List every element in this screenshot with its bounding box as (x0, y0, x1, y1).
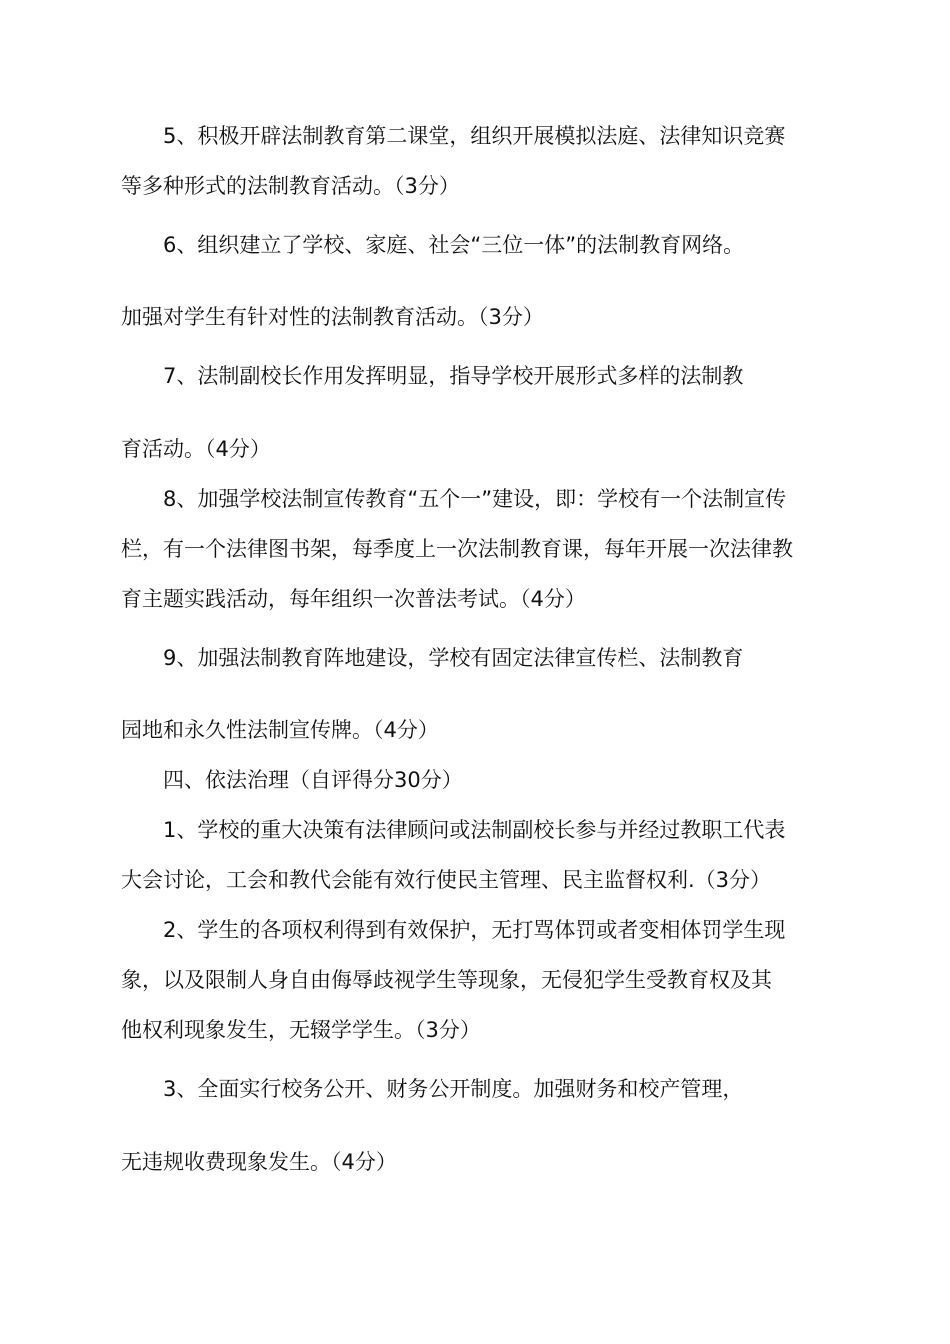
text-line: 7、法制副校长作用发挥明显，指导学校开展形式多样的法制教 (163, 364, 744, 388)
text-line: 育活动。（4分） (121, 437, 271, 461)
text-line: 象，以及限制人身自由侮辱歧视学生等现象，无侵犯学生受教育权及其 (121, 968, 772, 992)
text-line: 2、学生的各项权利得到有效保护，无打骂体罚或者变相体罚学生现 (163, 918, 786, 942)
text-line: 园地和永久性法制宣传牌。（4分） (121, 718, 439, 742)
text-line: 6、组织建立了学校、家庭、社会“三位一体”的法制教育网络。 (163, 233, 745, 257)
text-line: 育主题实践活动，每年组织一次普法考试。（4分） (121, 587, 586, 611)
text-line: 9、加强法制教育阵地建设，学校有固定法律宣传栏、法制教育 (163, 646, 744, 670)
text-line: 3、全面实行校务公开、财务公开制度。加强财务和校产管理， (163, 1077, 744, 1101)
text-line: 5、积极开辟法制教育第二课堂，组织开展模拟法庭、法律知识竞赛 (163, 124, 786, 148)
text-line: 加强对学生有针对性的法制教育活动。（3分） (121, 305, 544, 329)
text-line: 无违规收费现象发生。（4分） (121, 1150, 397, 1174)
text-line: 1、学校的重大决策有法律顾问或法制副校长参与并经过教职工代表 (163, 818, 786, 842)
text-line: 栏，有一个法律图书架，每季度上一次法制教育课，每年开展一次法律教 (121, 537, 793, 561)
text-line: 他权利现象发生，无辍学学生。（3分） (121, 1018, 481, 1042)
text-line: 等多种形式的法制教育活动。（3分） (121, 174, 460, 198)
text-line: 8、加强学校法制宣传教育“五个一”建设，即：学校有一个法制宣传 (163, 487, 787, 511)
section-heading: 四、依法治理（自评得分30分） (163, 768, 463, 792)
text-line: 大会讨论，工会和教代会能有效行使民主管理、民主监督权利.（3分） (121, 868, 772, 892)
